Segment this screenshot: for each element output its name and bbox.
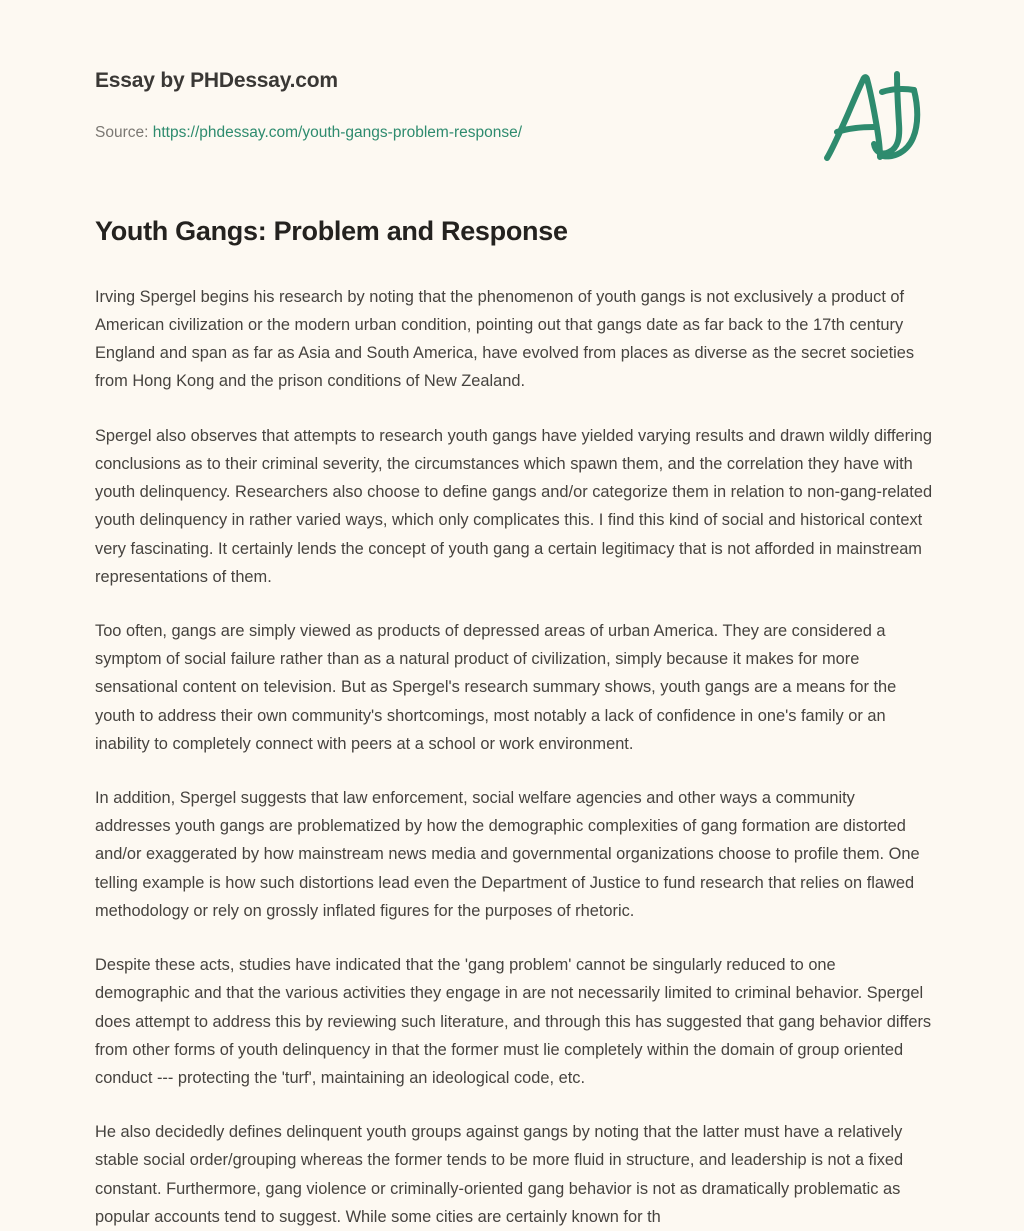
brand-title: Essay by PHDessay.com <box>95 69 338 92</box>
article-body <box>95 283 933 1231</box>
document-header <box>0 0 1024 190</box>
source-line <box>95 124 522 142</box>
article-paragraph: Irving Spergel begins his research by noting that the phenomenon of youth gangs is not exclusively a product of American civilization or the modern urban condition, pointing out that gangs date as far back to the 17th century England and span as far as Asia and South America, have evolved from places as diverse as the secret societies from Hong Kong and the prison conditions of New Zealand. <box>95 287 915 391</box>
article-paragraph: Too often, gangs are simply viewed as products of depressed areas of urban America. They are considered a symptom of social failure rather than as a natural product of civilization, simply because it makes for more sensational content on television. But as Spergel's research summary shows, youth gangs are a means for the youth to address their own community's shortcomings, most notably a lack of confidence in one's family or an inability to completely connect with peers at a school or work environment. <box>95 621 897 753</box>
article <box>95 215 933 1231</box>
article-paragraph: In addition, Spergel suggests that law enforcement, social welfare agencies and other ways a community addresses youth gangs are problematized by how the demographic complexities of gang formation are distorted and/or exaggerated by how mainstream news media and governmental organizations choose to profile them. One telling example is how such distortions lead even the Department of Justice to fund research that relies on flawed methodology or rely on grossly inflated figures for the purposes of rhetoric. <box>95 789 920 920</box>
article-paragraph: He also decidedly defines delinquent youth groups against gangs by noting that the latter must have a relatively stable social order/grouping whereas the former tends to be more fluid in structure, and leadership is not a fixed constant. Furthermore, gang violence or criminally-oriented gang behavior is not as dramatically problematic as popular accounts tend to suggest. While some cities are certainly known for th <box>95 1123 904 1226</box>
page-title: Youth Gangs: Problem and Response <box>95 216 568 246</box>
article-paragraph: Despite these acts, studies have indicated that the 'gang problem' cannot be singularly reduced to one demographic and that the various activities they engage in are not necessarily limited to criminal behavior. Spergel does attempt to address this by reviewing such literature, and through this has suggested that gang behavior differs from other forms of youth delinquency in that the former must lie completely within the domain of group oriented conduct --- protecting the 'turf', maintaining an ideological code, etc. <box>95 956 932 1087</box>
a-plus-logo-icon <box>818 66 926 166</box>
source-url-link[interactable]: https://phdessay.com/youth-gangs-problem-response/ <box>152 124 523 141</box>
source-label: Source: <box>95 124 153 141</box>
article-paragraph: Spergel also observes that attempts to research youth gangs have yielded varying results and drawn wildly differing conclusions as to their criminal severity, the circumstances which spawn them, and the correlation they have with youth delinquency. Researchers also choose to define gangs and/or categorize them in relation to non-gang-related youth delinquency in rather varied ways, which only complicates this. I find this kind of social and historical context very fascinating. It certainly lends the concept of youth gang a certain legitimacy that is not afforded in mainstream representations of them. <box>95 426 933 586</box>
